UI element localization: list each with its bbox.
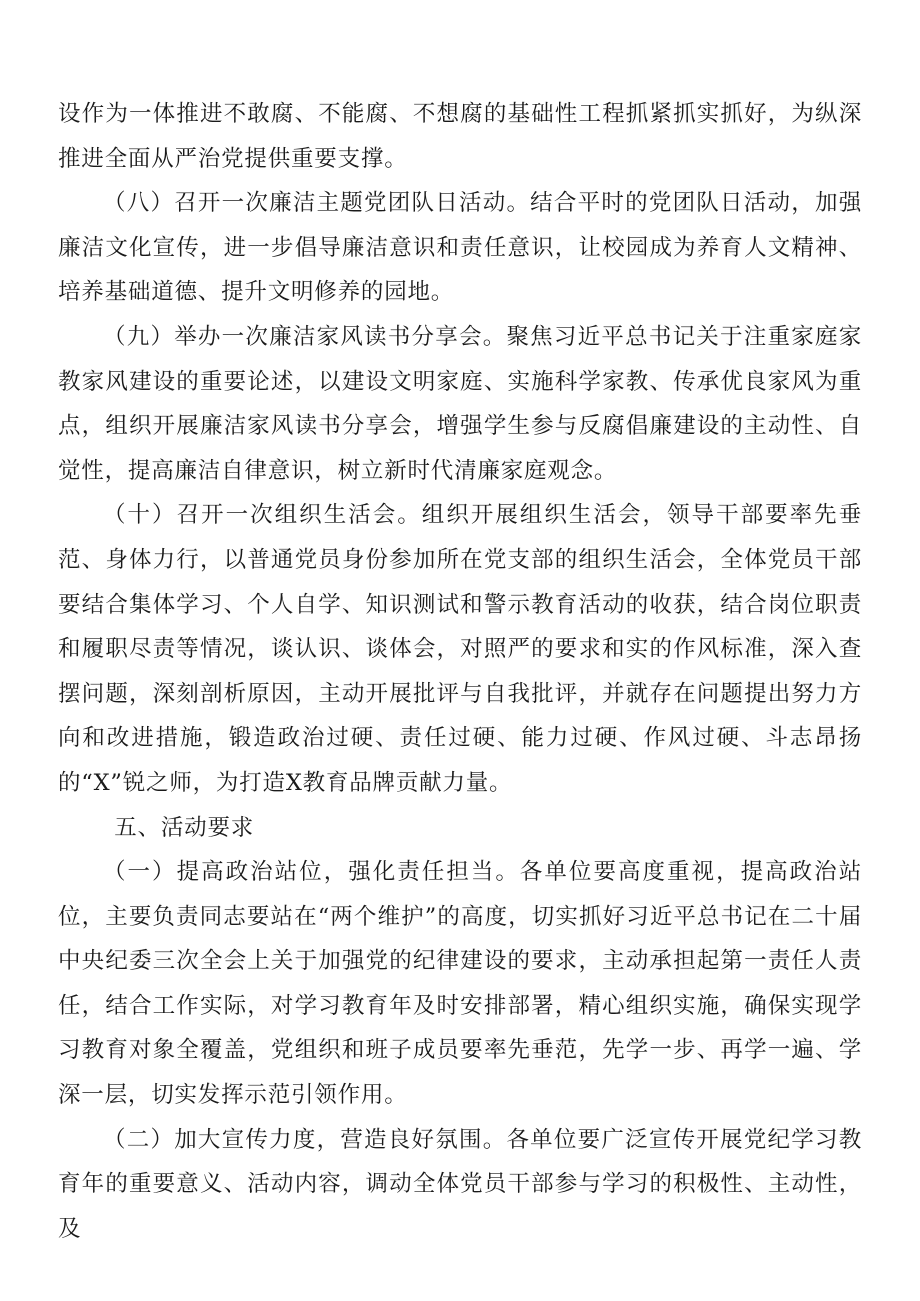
paragraph-item-9: （九）举办一次廉洁家风读书分享会。聚焦习近平总书记关于注重家庭家教家风建设的重要论述，以建设文明家庭、实施科学家教、传承优良家风为重点，组织开展廉洁家风读书分享会，增强学生参与反腐倡廉建设的主动性、自觉性，提高廉洁自律意识，树立新时代清廉家庭观念。 xyxy=(58,323,862,484)
section-heading: 五、活动要求 xyxy=(114,814,255,841)
requirement-item-1: （一）提高政治站位，强化责任担当。各单位要高度重视，提高政治站位，主要负责同志要站在“两个维护”的高度，切实抓好习近平总书记在二十届中央纪委三次全会上关于加强党的纪律建设的要求，主动承担起第一责任人责任，结合工作实际，对学习教育年及时安排部署，精心组织实施，确保实现学习教育对象全覆盖，党组织和班子成员要率先垂范，先学一步、再学一遍、学深一层，切实发挥示范引领作用。 xyxy=(58,859,862,1109)
paragraph-item-8: （八）召开一次廉洁主题党团队日活动。结合平时的党团队日活动，加强廉洁文化宣传，进一步倡导廉洁意识和责任意识，让校园成为养育人文精神、培养基础道德、提升文明修养的园地。 xyxy=(58,190,862,306)
paragraph-continued: 设作为一体推进不敢腐、不能腐、不想腐的基础性工程抓紧抓实抓好，为纵深推进全面从严治党提供重要支撑。 xyxy=(58,101,862,172)
paragraph-item-10: （十）召开一次组织生活会。组织开展组织生活会，领导干部要率先垂范、身体力行，以普通党员身份参加所在党支部的组织生活会，全体党员干部要结合集体学习、个人自学、知识测试和警示教育活动的收获，结合岗位职责和履职尽责等情况，谈认识、谈体会，对照严的要求和实的作风标准，深入查摆问题，深刻剖析原因，主动开展批评与自我批评，并就存在问题提出努力方向和改进措施，锻造政治过硬、责任过硬、能力过硬、作风过硬、斗志昂扬的“X”锐之师，为打造X教育品牌贡献力量。 xyxy=(58,502,862,796)
requirement-item-2: （二）加大宣传力度，营造良好氛围。各单位要广泛宣传开展党纪学习教育年的重要意义、活动内容，调动全体党员干部参与学习的积极性、主动性，及 xyxy=(58,1126,862,1242)
